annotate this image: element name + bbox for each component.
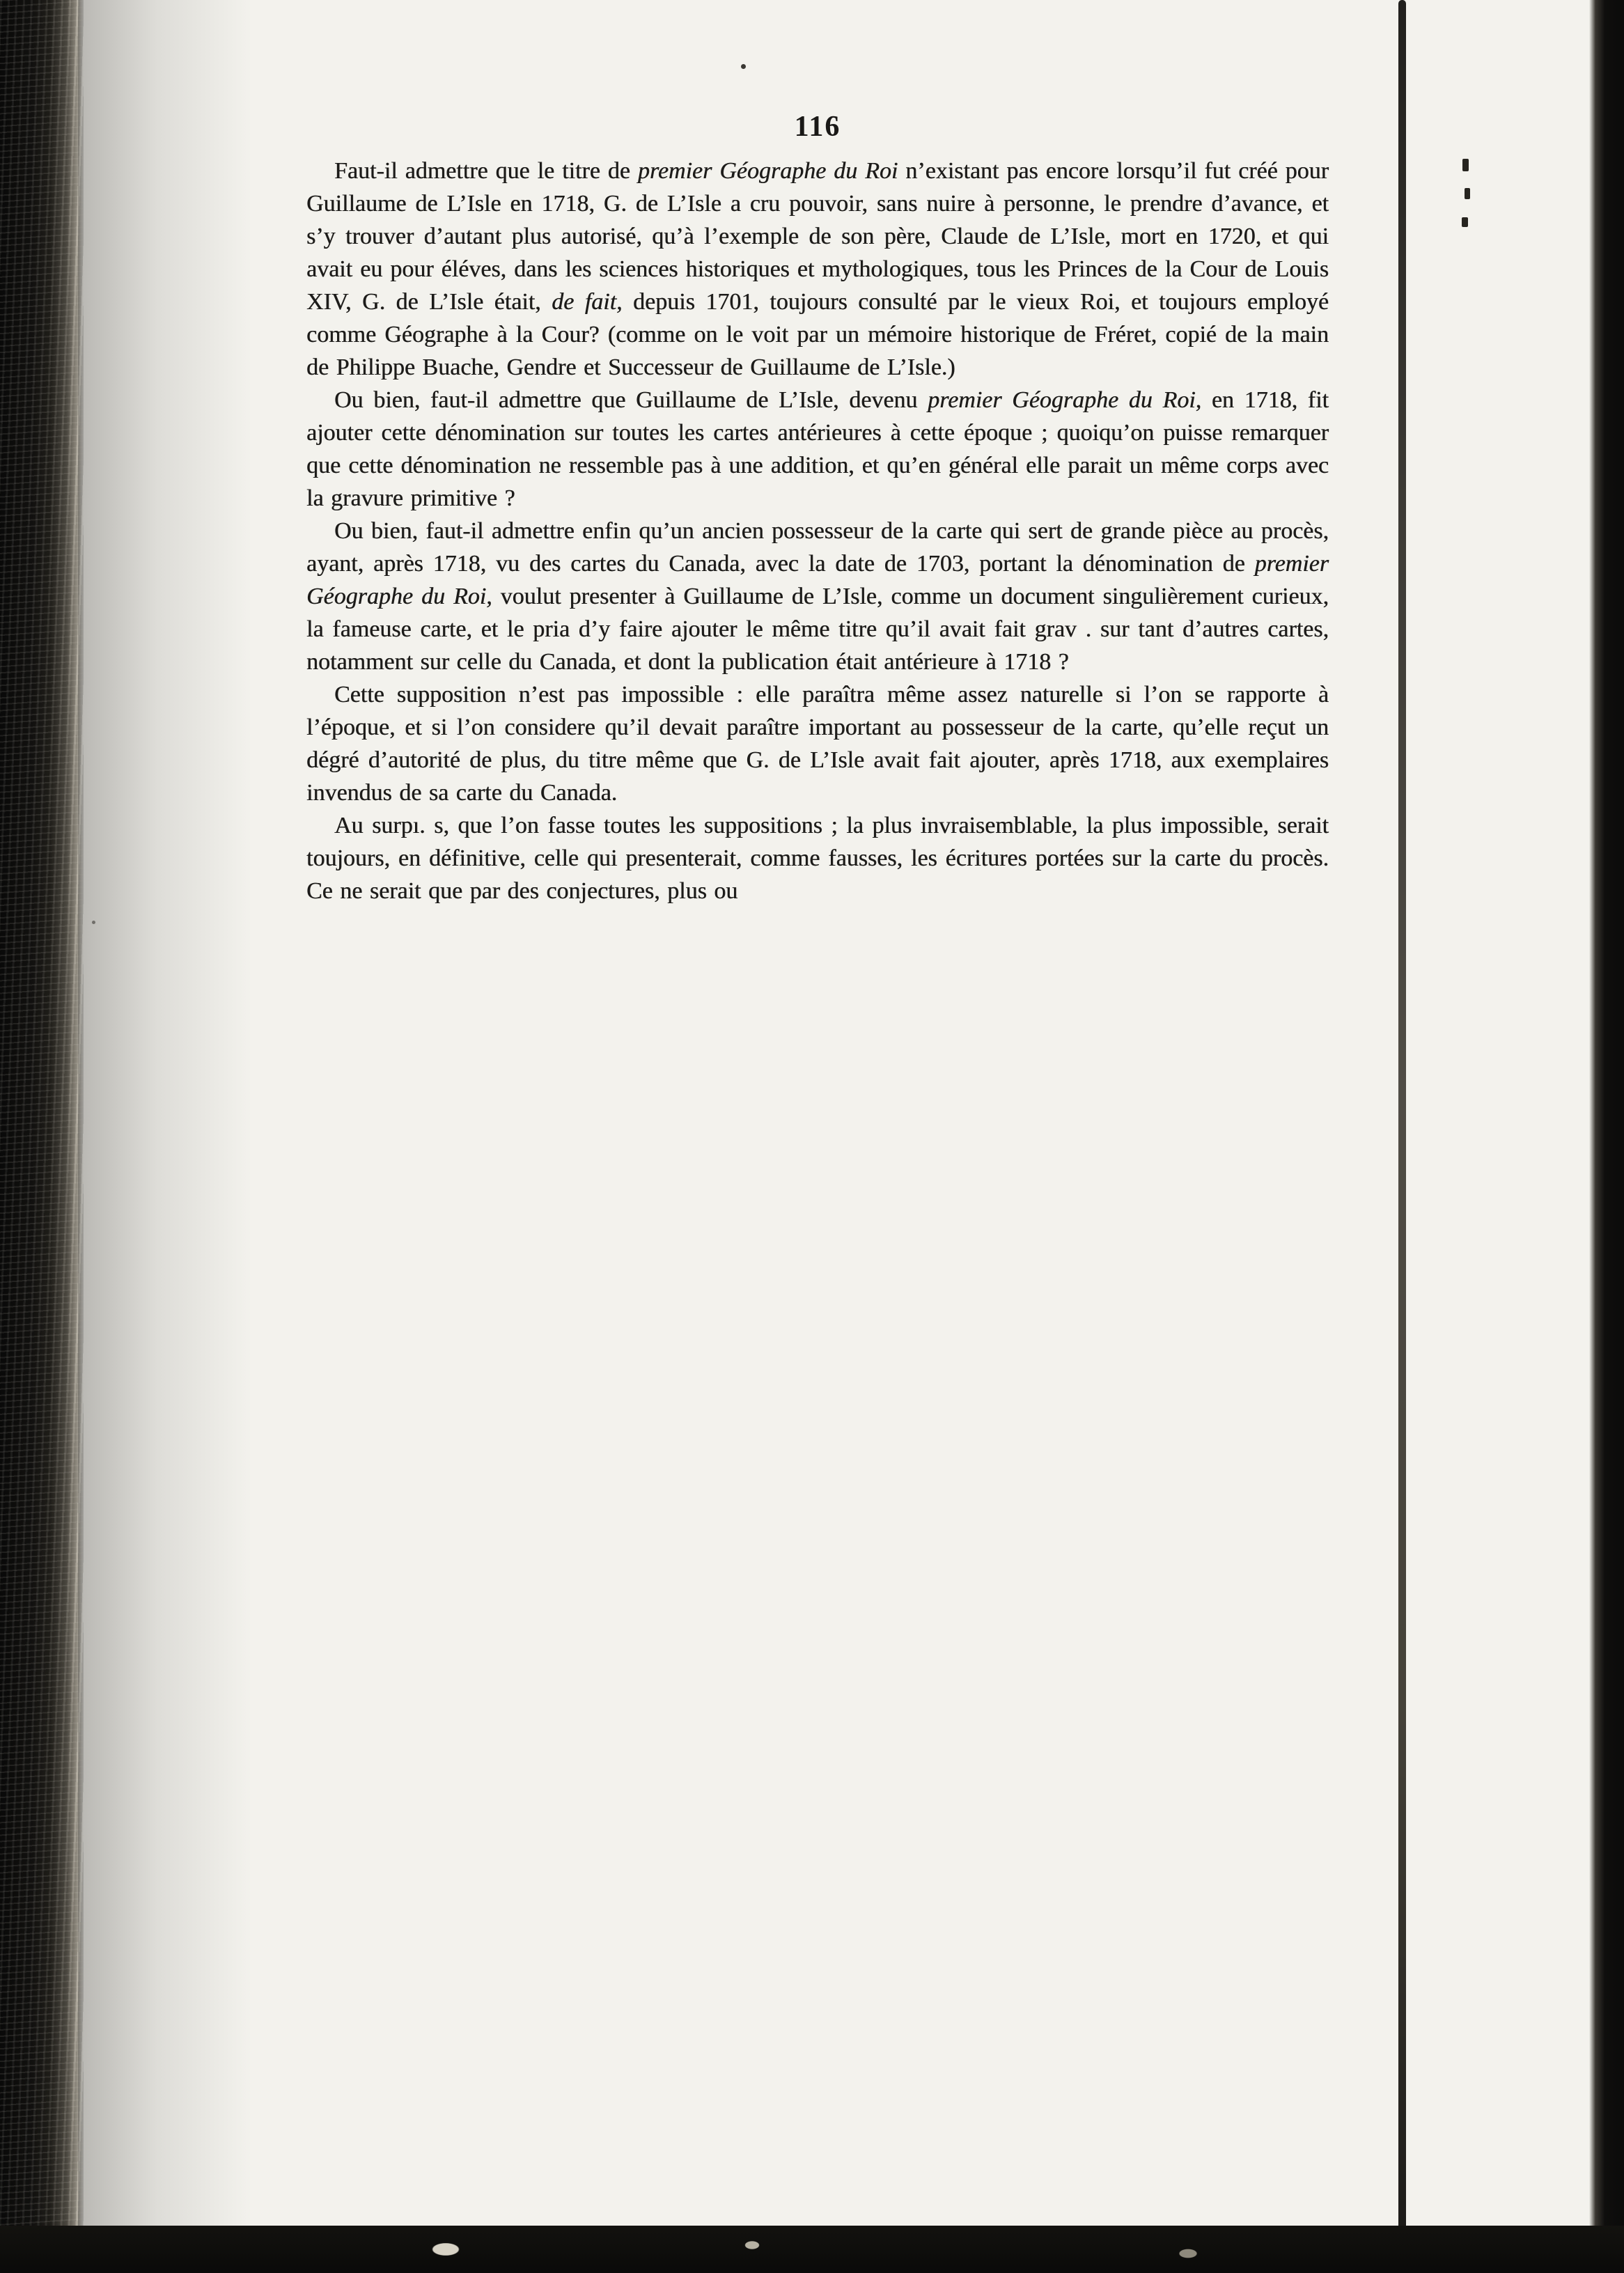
adjacent-page-text-fragment	[1462, 159, 1469, 171]
text-segment: depuis 1701, toujours consulté par le vieux Roi, et toujours employé comme Géographe à la Cour? (comme on le voit par un mémoire historique de Fréret, copié de la main de Philippe Buache, Gendre et Successeur de Guillaume de L’Isle.)	[306, 289, 1329, 380]
text-segment: voulut presenter à Guillaume de L’Isle, comme un document singulièrement curieux, la fameuse carte, et le pria d’y faire ajouter le même titre qu’il avait fait grav . sur tant d’autres cartes, notamment sur celle du Canada, et dont la publication était antérieure à 1718 ?	[306, 584, 1329, 675]
book-binding-shadow	[0, 0, 84, 2273]
text-segment: n’existant pas encore lorsqu’il fut créé pour Guillaume de L’Isle en 1718, G. de L’Isle a cru pouvoir, sans nuire à personne, le prendre d’avance, et s’y trouver d’autant plus autorisé, qu’à l’exemple de son père, Claude de L’Isle, mort en 1720, et qui avait eu pour éléves, dans les sciences historiques et mythologiques, tous les Princes de la Cour de Louis XIV, G. de L’Isle était,	[306, 158, 1329, 315]
scan-right-edge	[1589, 0, 1624, 2273]
italic-text-segment: premier Géographe du Roi,	[306, 551, 1329, 609]
paragraph-1	[306, 155, 1329, 384]
ink-speck	[92, 921, 95, 924]
text-segment: Ou bien, faut-il admettre que Guillaume de L’Isle, devenu	[334, 387, 928, 413]
paragraph-2	[306, 384, 1329, 515]
adjacent-page-text-fragment	[1462, 217, 1468, 227]
italic-text-segment: premier Géographe du Roi,	[928, 387, 1202, 413]
page-text	[306, 155, 1329, 907]
adjacent-page-text-fragment	[1465, 188, 1470, 199]
page-number: 116	[794, 111, 841, 143]
text-segment: Faut-il admettre que le titre de	[334, 158, 638, 184]
binding-shadow-fade	[78, 0, 252, 2273]
paragraph-3	[306, 515, 1329, 678]
text-segment: Ou bien, faut-il admettre enfin qu’un ancien possesseur de la carte qui sert de grande pièce au procès, ayant, après 1718, vu des cartes du Canada, avec la date de 1703, portant la dénomination de	[306, 518, 1329, 577]
italic-text-segment: de fait,	[552, 289, 623, 315]
text-segment: en 1718, fit ajouter cette dénomination sur toutes les cartes antérieures à cette époque ; quoiqu’on puisse remarquer que cette dénomination ne ressemble pas à une addition, et qu’en général elle parait un même corps avec la gravure primitive ?	[306, 387, 1329, 511]
ink-speck	[741, 64, 746, 69]
page-edge-line	[1398, 0, 1406, 2273]
paragraph-4	[306, 678, 1329, 809]
text-segment: Au surpı. s, que l’on fasse toutes les suppositions ; la plus invraisemblable, la plus impossible, serait toujours, en définitive, celle qui presenterait, comme fausses, les écritures portées sur la carte du procès. Ce ne serait que par des conjectures, plus ou	[306, 813, 1329, 904]
text-segment: Cette supposition n’est pas impossible : elle paraîtra même assez naturelle si l’on se rapporte à l’époque, et si l’on considere qu’il devait paraître important au possesseur de la carte, qu’elle reçut un dégré d’autorité de plus, du titre même que G. de L’Isle avait fait ajouter, après 1718, aux exemplaires invendus de sa carte du Canada.	[306, 682, 1329, 806]
paragraph-5	[306, 809, 1329, 907]
italic-text-segment: premier Géographe du Roi	[637, 158, 898, 184]
scan-bottom-edge	[0, 2226, 1624, 2273]
